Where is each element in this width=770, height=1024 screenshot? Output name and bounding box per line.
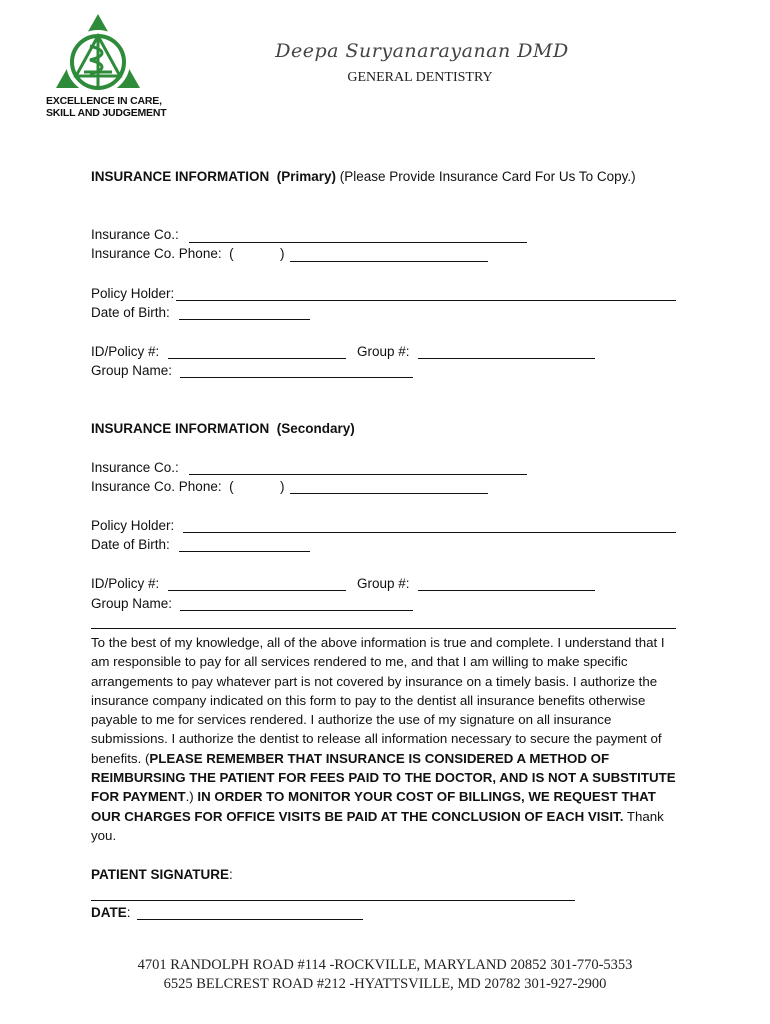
primary-insurance-co-field[interactable] (189, 242, 527, 243)
primary-group-name-field[interactable] (180, 377, 413, 378)
signature-colon: : (229, 867, 233, 882)
motto-line-1: EXCELLENCE IN CARE, (46, 95, 162, 107)
secondary-heading: INSURANCE INFORMATION (Secondary) (91, 421, 355, 436)
authorization-text: To the best of my knowledge, all of the above information is true and complete. I understand that I am responsible to pay for all services rendered to me, and that I am willing to make specific arrangements to pay whatever part is not covered by insurance on a timely basis. I authorize the insurance company indicated on this form to pay to the dentist all insurance benefits otherwise payable to me for services rendered. I authorize the use of my signature on all insurance submissions. I authorize the dentist to release all information necessary to secure the payment of benefits. ( (91, 635, 665, 766)
date-colon: : (126, 905, 131, 920)
secondary-id-policy-label: ID/Policy #: (91, 576, 160, 591)
secondary-policy-holder-field[interactable] (183, 532, 676, 533)
primary-policy-holder-field[interactable] (176, 300, 676, 301)
primary-heading-line (91, 169, 636, 185)
secondary-dob-field[interactable] (179, 551, 310, 552)
secondary-phone-field[interactable] (290, 493, 488, 494)
secondary-insurance-co-field[interactable] (189, 474, 527, 475)
primary-phone-label: Insurance Co. Phone: ( (91, 246, 234, 261)
primary-group-field[interactable] (418, 358, 595, 359)
section-divider (91, 628, 676, 629)
primary-group-name-label: Group Name: (91, 363, 173, 378)
authorization-thanks: Thank you. (91, 808, 664, 843)
primary-id-policy-label: ID/Policy #: (91, 344, 160, 359)
primary-dob-label: Date of Birth: (91, 305, 170, 320)
primary-dob-field[interactable] (179, 319, 310, 320)
secondary-phone-label: Insurance Co. Phone: ( (91, 479, 234, 494)
primary-policy-holder-label: Policy Holder: (91, 286, 175, 301)
primary-note: (Please Provide Insurance Card For Us To Copy.) (336, 169, 636, 184)
footer-address-rockville: 4701 RANDOLPH ROAD #114 -ROCKVILLE, MARYLAND 20852 301-770-5353 (137, 957, 633, 973)
authorization-text-mid: .) (185, 789, 198, 805)
signature-label: PATIENT SIGNATURE (91, 867, 229, 882)
secondary-group-name-field[interactable] (180, 610, 413, 611)
secondary-id-policy-field[interactable] (168, 590, 346, 591)
doctor-name: Deepa Suryanarayanan DMD (275, 40, 569, 62)
secondary-dob-label: Date of Birth: (91, 537, 170, 552)
date-field[interactable] (137, 919, 363, 920)
secondary-group-field[interactable] (418, 590, 595, 591)
secondary-policy-holder-label: Policy Holder: (91, 518, 175, 533)
primary-group-label: Group #: (357, 344, 410, 359)
primary-phone-close-paren: ) (280, 246, 285, 261)
primary-heading: INSURANCE INFORMATION (Primary) (91, 169, 337, 184)
secondary-group-label: Group #: (357, 576, 410, 591)
authorization-billing-notice: IN ORDER TO MONITOR YOUR COST OF BILLINGS, WE REQUEST THAT OUR CHARGES FOR OFFICE VISITS BE PAID AT THE CONCLUSION OF EACH VISIT. (91, 789, 656, 824)
primary-insurance-co-label: Insurance Co.: (91, 227, 179, 242)
signature-label-line (91, 867, 233, 883)
practice-motto (46, 95, 166, 119)
secondary-phone-close-paren: ) (280, 479, 285, 494)
secondary-group-name-label: Group Name: (91, 596, 173, 611)
practice-specialty: GENERAL DENTISTRY (347, 70, 493, 85)
secondary-insurance-co-label: Insurance Co.: (91, 460, 179, 475)
primary-id-policy-field[interactable] (168, 358, 346, 359)
motto-line-2: SKILL AND JUDGEMENT (46, 107, 167, 119)
date-label-line (91, 905, 131, 921)
signature-field[interactable] (91, 900, 575, 901)
authorization-reminder: PLEASE REMEMBER THAT INSURANCE IS CONSIDERED A METHOD OF REIMBURSING THE PATIENT FOR FEES PAID TO THE DOCTOR, AND IS NOT A SUBSTITUTE FOR PAYMENT (91, 750, 676, 805)
authorization-paragraph (91, 633, 681, 845)
footer-address-hyattsville: 6525 BELCREST ROAD #212 -HYATTSVILLE, MD 20782 301-927-2900 (163, 976, 607, 992)
date-label: DATE (91, 905, 127, 920)
primary-phone-field[interactable] (290, 261, 488, 262)
